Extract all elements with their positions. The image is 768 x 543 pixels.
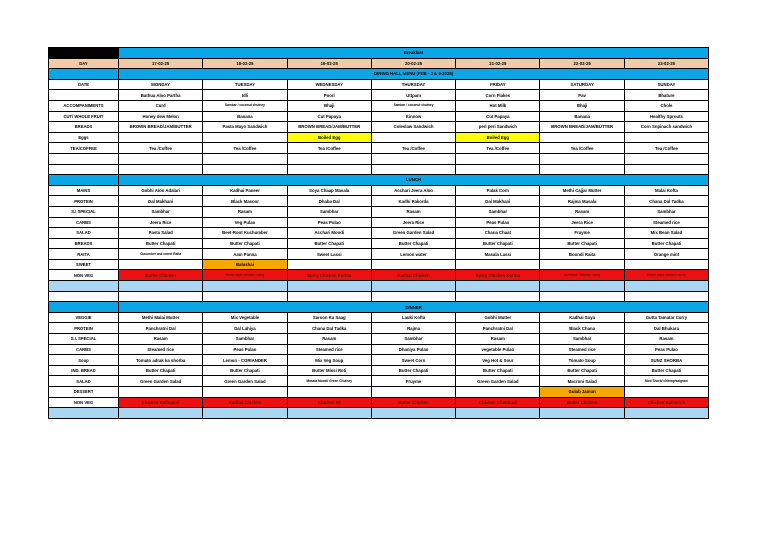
date-label: DATE xyxy=(49,79,119,90)
breakfast-item: Banana xyxy=(540,111,624,122)
dinner-item: Gutta Tamatar Curry xyxy=(624,312,708,323)
empty-cell xyxy=(624,408,708,419)
lunch-item: Veg Pulao xyxy=(203,217,287,228)
dinner-item: Sambhar xyxy=(371,334,455,345)
row-label: TEA/COFFEE xyxy=(49,143,119,154)
dinner-item xyxy=(624,387,708,398)
dinner-row xyxy=(49,344,709,355)
lunch-item: Sambhar xyxy=(624,206,708,217)
breakfast-item: Tea /Coffee xyxy=(624,143,708,154)
dinner-item: Butter Chicken xyxy=(540,397,624,408)
row-label: SALAD xyxy=(49,376,119,387)
empty-cell xyxy=(287,291,371,302)
breakfast-item: Uttpam xyxy=(371,90,455,101)
breakfast-item: Pav xyxy=(540,90,624,101)
breakfast-item: Cut Papaya xyxy=(456,111,540,122)
section-header-spacer xyxy=(49,302,119,313)
dinner-item: Chicken Kalimirch xyxy=(624,397,708,408)
menu-table xyxy=(48,47,709,419)
menu-sheet xyxy=(48,47,708,419)
lunch-row xyxy=(49,228,709,239)
empty-cell xyxy=(203,281,287,292)
breakfast-row xyxy=(49,132,709,143)
dinner-item: Rasam xyxy=(287,334,371,345)
dinner-item: Kadhai Chicken xyxy=(203,397,287,408)
breakfast-item xyxy=(624,132,708,143)
date-cell: 20-02-25 xyxy=(371,58,455,69)
lunch-item: Balushai xyxy=(203,259,287,270)
lunch-item: Butter Chapati xyxy=(287,238,371,249)
lunch-row xyxy=(49,196,709,207)
lunch-item: Peas Pulao xyxy=(287,217,371,228)
empty-cell xyxy=(287,153,371,164)
dinner-row xyxy=(49,376,709,387)
breakfast-row xyxy=(49,100,709,111)
lunch-item: Acchari Moodi xyxy=(287,228,371,239)
breakfast-item: Bathua Aloo Partha xyxy=(119,90,203,101)
dinner-row xyxy=(49,323,709,334)
empty-cell xyxy=(371,153,455,164)
row-label: CARBS xyxy=(49,217,119,228)
lunch-item: Beet-Root Kuchumber xyxy=(203,228,287,239)
lunch-item xyxy=(371,259,455,270)
row-label: ACCOMPANIMENTS xyxy=(49,100,119,111)
date-cell: 17-02-25 xyxy=(119,58,203,69)
lunch-row xyxy=(49,249,709,260)
dinner-item: Sambhar xyxy=(540,334,624,345)
lunch-item: Cucumber and carrot Raita xyxy=(119,249,203,260)
breakfast-item: Corn Flakes xyxy=(456,90,540,101)
breakfast-item: Tea /Coffee xyxy=(203,143,287,154)
empty-cell xyxy=(119,281,203,292)
lunch-item: Steamed rice xyxy=(624,217,708,228)
dinner-item: Kadhai Soya xyxy=(540,312,624,323)
empty-cell xyxy=(456,281,540,292)
lunch-item: Kadhi Pakorda xyxy=(371,196,455,207)
dinner-item: Lauki Kofta xyxy=(371,312,455,323)
lunch-row xyxy=(49,238,709,249)
empty-cell xyxy=(624,153,708,164)
section-header-spacer xyxy=(49,175,119,186)
empty-cell xyxy=(371,164,455,175)
spacer-row xyxy=(49,408,709,419)
empty-cell xyxy=(624,281,708,292)
dinner-item xyxy=(456,387,540,398)
empty-cell xyxy=(540,164,624,175)
menu-title-spacer xyxy=(49,69,119,80)
dinner-item: Tomato Soup xyxy=(540,355,624,366)
dinner-item: Veg Hot & Sour xyxy=(456,355,540,366)
lunch-item: Malai Kofta xyxy=(624,185,708,196)
section-header-row xyxy=(49,175,709,186)
row-label: IND. BREAD xyxy=(49,365,119,376)
dinner-item: Steamed rice xyxy=(540,344,624,355)
lunch-item xyxy=(287,259,371,270)
lunch-item: Lemon water xyxy=(371,249,455,260)
dinner-item: Gulab Jamun xyxy=(540,387,624,398)
dinner-item: Gobhi Mutter xyxy=(456,312,540,323)
row-label: MAINS xyxy=(49,185,119,196)
lunch-item: Pasta Salad xyxy=(119,228,203,239)
breakfast-item: Healthy Sprouts xyxy=(624,111,708,122)
lunch-item: Home style chicken curry xyxy=(624,270,708,281)
breakfast-item: Tea /Coffee xyxy=(119,143,203,154)
breakfast-item: Sambar / coconut chutney xyxy=(371,100,455,111)
lunch-item: Butter Chapati xyxy=(203,238,287,249)
lunch-item: Butter Chapati xyxy=(371,238,455,249)
breakfast-item xyxy=(119,132,203,143)
empty-cell xyxy=(624,164,708,175)
empty-cell xyxy=(371,281,455,292)
row-label: S.I. SPECIAL xyxy=(49,334,119,345)
dinner-item xyxy=(119,387,203,398)
section-title: Breakfast xyxy=(119,48,709,59)
lunch-item: Chana Dal Tadka xyxy=(624,196,708,207)
empty-cell xyxy=(119,153,203,164)
breakfast-item: Sambar / coconut chutney xyxy=(203,100,287,111)
lunch-item: Jeera Rice xyxy=(371,217,455,228)
section-title: LUNCH xyxy=(119,175,709,186)
section-header-spacer xyxy=(49,48,119,59)
lunch-item xyxy=(624,259,708,270)
row-label: NON VEG xyxy=(49,397,119,408)
menu-title: DINING HALL MENU (FEB - 3 & 4-2025) xyxy=(119,69,709,80)
dinner-item: Rasam xyxy=(624,334,708,345)
lunch-item: Gobhi Aloo Adalari xyxy=(119,185,203,196)
row-label: BREADS xyxy=(49,122,119,133)
dinner-item: Peas Pulao xyxy=(203,344,287,355)
empty-cell xyxy=(119,408,203,419)
breakfast-item: Boiled Egg xyxy=(456,132,540,143)
row-label: PROTEIN xyxy=(49,196,119,207)
date-cell: 18-02-25 xyxy=(203,58,287,69)
dinner-item: Steamed rice xyxy=(287,344,371,355)
empty-cell xyxy=(203,164,287,175)
lunch-row xyxy=(49,185,709,196)
breakfast-row xyxy=(49,122,709,133)
breakfast-item: Curd xyxy=(119,100,203,111)
breakfast-item: Kinnow xyxy=(371,111,455,122)
row-label: S.I SPECIAL xyxy=(49,206,119,217)
empty-cell xyxy=(371,291,455,302)
dinner-item: Dhaniya Pulao xyxy=(371,344,455,355)
section-header-row xyxy=(49,302,709,313)
lunch-item: Sambhar xyxy=(456,206,540,217)
breakfast-item: Hot Milk xyxy=(456,100,540,111)
date-cell: 23-02-25 xyxy=(624,58,708,69)
lunch-item: Rajma Masala xyxy=(540,196,624,207)
row-label: DESSERT xyxy=(49,387,119,398)
empty-cell xyxy=(456,164,540,175)
lunch-item: Kadhai Paneer xyxy=(203,185,287,196)
weekday-cell: FRIDAY xyxy=(456,79,540,90)
weekday-cell: SATURDAY xyxy=(540,79,624,90)
dinner-item xyxy=(203,387,287,398)
dinner-item: Rasam xyxy=(119,334,203,345)
lunch-item: Dal Makhani xyxy=(119,196,203,207)
dinner-item: Masala Moodi/ Green Chutney xyxy=(287,376,371,387)
lunch-item: Sambhar xyxy=(119,206,203,217)
dinner-item: Chicken Kolhapuri xyxy=(119,397,203,408)
dinner-item: Panchratni Dal xyxy=(119,323,203,334)
breakfast-item: Banana xyxy=(203,111,287,122)
lunch-item: Rasam xyxy=(203,206,287,217)
menu-title-row xyxy=(49,69,709,80)
dinner-item: Tomato adrak ka shorba xyxy=(119,355,203,366)
row-label: RAITA xyxy=(49,249,119,260)
row-label: CARBS xyxy=(49,344,119,355)
empty-cell xyxy=(49,408,119,419)
spacer-row xyxy=(49,153,709,164)
dinner-item: Lemon - CORIANDER xyxy=(203,355,287,366)
dinner-item: SUNZ SHORBA xyxy=(624,355,708,366)
lunch-item: Butter Chicken xyxy=(119,270,203,281)
breakfast-item: Poori xyxy=(287,90,371,101)
lunch-item: Aam Panna xyxy=(203,249,287,260)
breakfast-row xyxy=(49,90,709,101)
empty-cell xyxy=(287,164,371,175)
empty-cell xyxy=(119,291,203,302)
lunch-row xyxy=(49,259,709,270)
date-cell: 22-02-25 xyxy=(540,58,624,69)
weekday-cell: WEDNESDAY xyxy=(287,79,371,90)
lunch-item: Peas Pulao xyxy=(456,217,540,228)
dinner-row xyxy=(49,397,709,408)
dinner-item: Methi Malai Mutter xyxy=(119,312,203,323)
empty-cell xyxy=(540,291,624,302)
dinner-item: Butter Chapati xyxy=(203,365,287,376)
dinner-item: Black Chana xyxy=(540,323,624,334)
dinner-item: Butter Chapati xyxy=(456,365,540,376)
lunch-item: Butter Chapati xyxy=(540,238,624,249)
row-label: Eggs xyxy=(49,132,119,143)
breakfast-item: Tea /Coffee xyxy=(371,143,455,154)
breakfast-item: Tea /Coffee xyxy=(456,143,540,154)
dinner-item xyxy=(287,387,371,398)
dinner-item: Moti Shorb/ chitnap/salgram xyxy=(624,376,708,387)
empty-cell xyxy=(456,291,540,302)
dinner-item: Macroni Salad xyxy=(540,376,624,387)
dinner-item: Sambhar xyxy=(203,334,287,345)
empty-cell xyxy=(49,291,119,302)
empty-cell xyxy=(49,153,119,164)
lunch-item: Sambhar xyxy=(287,206,371,217)
lunch-item: Kadhai Chicken xyxy=(371,270,455,281)
dinner-item: Mix Vegetable xyxy=(203,312,287,323)
dinner-item: Green Garden Salad xyxy=(456,376,540,387)
lunch-row xyxy=(49,217,709,228)
spacer-row xyxy=(49,281,709,292)
lunch-item: Jeera Rice xyxy=(540,217,624,228)
breakfast-item: Tea /Coffee xyxy=(287,143,371,154)
lunch-item: Rasam xyxy=(540,206,624,217)
dinner-item: Steamed rice xyxy=(119,344,203,355)
breakfast-item: BROWN BREAD/JAM/BUTTER xyxy=(540,122,624,133)
lunch-item: Palak Corn xyxy=(456,185,540,196)
breakfast-item: Coleslaw Sandwich xyxy=(371,122,455,133)
breakfast-item xyxy=(540,132,624,143)
weekday-cell: SUNDAY xyxy=(624,79,708,90)
breakfast-row xyxy=(49,143,709,154)
breakfast-item: Boiled Egg xyxy=(287,132,371,143)
row-label: SWEET xyxy=(49,259,119,270)
breakfast-item: Honey dew Melon xyxy=(119,111,203,122)
row-label: Soup xyxy=(49,355,119,366)
lunch-item: Dhaba Dal xyxy=(287,196,371,207)
dinner-row xyxy=(49,365,709,376)
empty-cell xyxy=(287,408,371,419)
row-label: SALAD xyxy=(49,228,119,239)
dinner-item: Rajma xyxy=(371,323,455,334)
lunch-item xyxy=(119,259,203,270)
empty-cell xyxy=(287,281,371,292)
breakfast-item: Cut Papaya xyxy=(287,111,371,122)
breakfast-item: Bhaji xyxy=(287,100,371,111)
lunch-item: Soya Chaap Masala xyxy=(287,185,371,196)
weekday-cell: THURSDAY xyxy=(371,79,455,90)
empty-cell xyxy=(540,153,624,164)
lunch-item: Home style chicken curry xyxy=(203,270,287,281)
breakfast-item: Idli xyxy=(203,90,287,101)
breakfast-item xyxy=(203,132,287,143)
empty-cell xyxy=(49,164,119,175)
breakfast-item: peri peri Sandwich xyxy=(456,122,540,133)
day-label: DAY xyxy=(49,58,119,69)
lunch-item: Butter Chapati xyxy=(624,238,708,249)
dinner-item: Butter Chapati xyxy=(371,365,455,376)
dinner-item: Green Garden Salad xyxy=(203,376,287,387)
lunch-item: Mix Bean Salad xyxy=(624,228,708,239)
spacer-row xyxy=(49,164,709,175)
dinner-item: vegetable Pulao xyxy=(456,344,540,355)
empty-cell xyxy=(456,408,540,419)
weekday-row xyxy=(49,79,709,90)
date-row xyxy=(49,58,709,69)
dinner-item: Rasam xyxy=(456,334,540,345)
breakfast-item: BROWN BREAD/JAM/BUTTER xyxy=(119,122,203,133)
dinner-item: Butter Chapati xyxy=(624,365,708,376)
dinner-item: Chana Dal Tadka xyxy=(287,323,371,334)
breakfast-item: BROWN BREAD/JAM/BUTTER xyxy=(287,122,371,133)
empty-cell xyxy=(371,408,455,419)
dinner-item: Sarson Ka Saag xyxy=(287,312,371,323)
breakfast-item xyxy=(371,132,455,143)
lunch-item: Butter Chapati xyxy=(456,238,540,249)
spacer-row xyxy=(49,291,709,302)
lunch-item: Dal Makhani xyxy=(456,196,540,207)
lunch-item: Jeera Rice xyxy=(119,217,203,228)
weekday-cell: MONDAY xyxy=(119,79,203,90)
dinner-row xyxy=(49,387,709,398)
lunch-item: Spicy Chicken Korma xyxy=(287,270,371,281)
breakfast-item: Chole xyxy=(624,100,708,111)
lunch-item: Sweet Lassi xyxy=(287,249,371,260)
dinner-row xyxy=(49,312,709,323)
lunch-item: Fruyme xyxy=(540,228,624,239)
empty-cell xyxy=(203,291,287,302)
empty-cell xyxy=(119,164,203,175)
dinner-item: Sweet Corn xyxy=(371,355,455,366)
row-label xyxy=(49,90,119,101)
row-label: PROTEIN xyxy=(49,323,119,334)
dinner-item: Peas Pulao xyxy=(624,344,708,355)
lunch-item xyxy=(540,259,624,270)
empty-cell xyxy=(540,281,624,292)
row-label: NON VEG xyxy=(49,270,119,281)
lunch-item: Orange mint xyxy=(624,249,708,260)
breakfast-item: Corn Snpinach sandwich xyxy=(624,122,708,133)
lunch-item: Black Masoor xyxy=(203,196,287,207)
empty-cell xyxy=(456,153,540,164)
lunch-row xyxy=(49,270,709,281)
lunch-item: Amritsari Chicken curry xyxy=(540,270,624,281)
lunch-item xyxy=(456,259,540,270)
lunch-item: Green Garden Salad xyxy=(371,228,455,239)
dinner-item: Butter Chapati xyxy=(119,365,203,376)
lunch-item: Chana Chaat xyxy=(456,228,540,239)
empty-cell xyxy=(203,408,287,419)
dinner-item: Butter Chicken xyxy=(371,397,455,408)
dinner-item: Green Garden Salad xyxy=(119,376,203,387)
lunch-item: Masala Lassi xyxy=(456,249,540,260)
lunch-item: Boondi Raita xyxy=(540,249,624,260)
dinner-item: Panchratni Dal xyxy=(456,323,540,334)
dinner-item: Dal Bhukara xyxy=(624,323,708,334)
lunch-item: Rasam xyxy=(371,206,455,217)
lunch-item: Methi Cajjar Mutter xyxy=(540,185,624,196)
lunch-item: Spicy Chicken Korma xyxy=(456,270,540,281)
breakfast-row xyxy=(49,111,709,122)
dinner-item: Chicken Chettinad xyxy=(456,397,540,408)
section-title: DINNER xyxy=(119,302,709,313)
lunch-item: Butter Chapati xyxy=(119,238,203,249)
dinner-row xyxy=(49,334,709,345)
empty-cell xyxy=(624,291,708,302)
dinner-row xyxy=(49,355,709,366)
dinner-item: Mix Veg Soup xyxy=(287,355,371,366)
breakfast-item: Bhaji xyxy=(540,100,624,111)
date-cell: 19-02-25 xyxy=(287,58,371,69)
empty-cell xyxy=(540,408,624,419)
breakfast-item: Bhature xyxy=(624,90,708,101)
dinner-item: Dal Lahiya xyxy=(203,323,287,334)
row-label: VEGGIE xyxy=(49,312,119,323)
empty-cell xyxy=(203,153,287,164)
dinner-item: Butter Chapati xyxy=(540,365,624,376)
dinner-item: Butter Missi Roti xyxy=(287,365,371,376)
row-label: CUT/ WHOLE FRUIT xyxy=(49,111,119,122)
dinner-item: Chicken 65 xyxy=(287,397,371,408)
lunch-item: Acchari Jeera Aloo xyxy=(371,185,455,196)
section-header-row xyxy=(49,48,709,59)
breakfast-item: Tea /Coffee xyxy=(540,143,624,154)
lunch-row xyxy=(49,206,709,217)
date-cell: 21-02-25 xyxy=(456,58,540,69)
breakfast-item: Pasta Mayo Sandwich xyxy=(203,122,287,133)
weekday-cell: TUESDAY xyxy=(203,79,287,90)
dinner-item xyxy=(371,387,455,398)
row-label: BREADS xyxy=(49,238,119,249)
empty-cell xyxy=(49,281,119,292)
dinner-item: Fruyme xyxy=(371,376,455,387)
